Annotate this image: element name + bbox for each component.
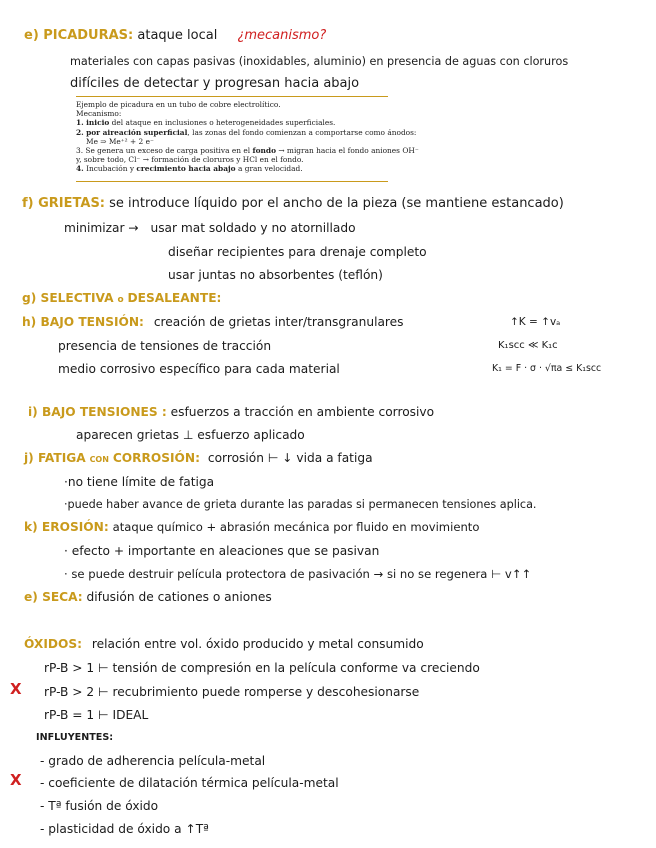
section-k-text: ataque químico + abrasión mecánica por fluido en movimiento <box>112 520 480 534</box>
section-j-heading: j) FATIGA CON CORROSIÓN: corrosión ⊢ ↓ vida a fatiga <box>24 451 373 465</box>
example-step-1: 1. inicio del ataque en inclusiones o heterogeneidades superficiales. <box>76 118 336 128</box>
section-i-label: i) BAJO TENSIONES : <box>28 405 167 419</box>
section-e-line1: materiales con capas pasivas (inoxidables, aluminio) en presencia de aguas con cloruros <box>70 55 569 68</box>
example-step-4: 4. Incubación y crecimiento hacia abajo a gran velocidad. <box>76 164 303 174</box>
section-k-heading <box>24 519 479 535</box>
mechanism-note: ¿mecanismo? <box>237 28 327 43</box>
section-g-heading: g) SELECTIVA o DESALEANTE: <box>22 291 222 305</box>
oxides-heading <box>24 636 424 652</box>
section-h-text: creación de grietas inter/transgranulares <box>153 315 404 329</box>
section-h-line2: presencia de tensiones de tracción <box>58 339 272 353</box>
section-j-line3: ·puede haber avance de grieta durante las paradas si permanecen tensiones aplica. <box>64 498 537 511</box>
section-k-line2: · efecto + importante en aleaciones que se pasivan <box>64 544 380 558</box>
influence-2: - coeficiente de dilatación térmica película-metal <box>40 776 339 790</box>
red-x-mark: X <box>10 771 22 789</box>
oxides-label: ÓXIDOS: <box>24 637 82 651</box>
section-h-heading <box>22 314 404 330</box>
influence-1: - grado de adherencia película-metal <box>40 754 266 768</box>
example-equation: Me ⇒ Me⁺² + 2 e⁻ <box>86 136 154 146</box>
section-g-label: g) SELECTIVA <box>22 291 114 305</box>
section-l-label: e) SECA: <box>24 590 83 604</box>
formula-k1: K₁ = F · σ · √πa ≤ K₁scc <box>492 363 602 374</box>
section-l-text: difusión de cationes o aniones <box>86 590 272 604</box>
section-e-label: e) PICADURAS: <box>24 28 134 43</box>
example-step-2: 2. por aireación superficial, las zonas del fondo comienzan a comportarse como ánodos: <box>76 127 417 137</box>
example-top-rule <box>76 96 388 97</box>
section-f-text: se introduce líquido por el ancho de la pieza (se mantiene estancado) <box>109 196 564 211</box>
influence-4: - plasticidad de óxido a ↑Tª <box>40 822 209 836</box>
formula-k-speed: ↑K = ↑vₐ <box>510 316 561 328</box>
section-j-label: j) FATIGA <box>24 451 86 465</box>
section-i-line2: aparecen grietas ⊥ esfuerzo aplicado <box>76 428 305 442</box>
influence-3: - Tª fusión de óxido <box>40 799 159 813</box>
section-f-minimize <box>64 220 356 236</box>
section-h-label: h) BAJO TENSIÓN: <box>22 315 144 329</box>
minimize-item-1: usar mat soldado y no atornillado <box>150 221 356 235</box>
section-h-line3: medio corrosivo específico para cada material <box>58 362 340 376</box>
influences-label: INFLUYENTES: <box>36 732 114 743</box>
example-bottom-rule <box>76 181 388 182</box>
oxides-ratio-1: rP-B > 1 ⊢ tensión de compresión en la película conforme va creciendo <box>44 661 480 675</box>
section-f-heading <box>22 196 564 212</box>
section-k-label: k) EROSIÓN: <box>24 520 109 534</box>
oxides-ratio-3: rP-B = 1 ⊢ IDEAL <box>44 708 149 722</box>
pitting-example-box <box>76 100 419 174</box>
section-j-text: corrosión ⊢ ↓ vida a fatiga <box>207 451 373 465</box>
formula-kscc: K₁scc ≪ K₁c <box>498 340 558 351</box>
red-x-mark: X <box>10 680 22 698</box>
section-e-text: ataque local <box>137 28 218 43</box>
section-f-label: f) GRIETAS: <box>22 196 106 211</box>
section-e-line2: difíciles de detectar y progresan hacia abajo <box>70 76 360 91</box>
section-i-heading <box>28 404 434 420</box>
minimize-item-3: usar juntas no absorbentes (teflón) <box>168 268 383 282</box>
minimize-label: minimizar → <box>64 221 139 235</box>
section-l-heading <box>24 589 272 605</box>
section-e-heading <box>24 28 326 44</box>
example-mechanism-label: Mecanismo: <box>76 109 122 119</box>
oxides-ratio-2: rP-B > 2 ⊢ recubrimiento puede romperse y descohesionarse <box>44 685 420 699</box>
example-step-3-cont: y, sobre todo, Cl⁻ → formación de cloruros y HCl en el fondo. <box>76 155 304 165</box>
section-i-text: esfuerzos a tracción en ambiente corrosivo <box>170 405 435 419</box>
oxides-text: relación entre vol. óxido producido y metal consumido <box>91 637 424 651</box>
section-j-line2: ·no tiene límite de fatiga <box>64 475 215 489</box>
minimize-item-2: diseñar recipientes para drenaje completo <box>168 245 427 259</box>
example-step-3: 3. Se genera un exceso de carga positiva en el fondo → migran hacia el fondo aniones OH⁻ <box>76 146 419 156</box>
section-k-line3: · se puede destruir película protectora de pasivación → si no se regenera ⊢ v↑↑ <box>64 567 532 581</box>
example-title: Ejemplo de picadura en un tubo de cobre electrolítico. <box>76 100 281 109</box>
